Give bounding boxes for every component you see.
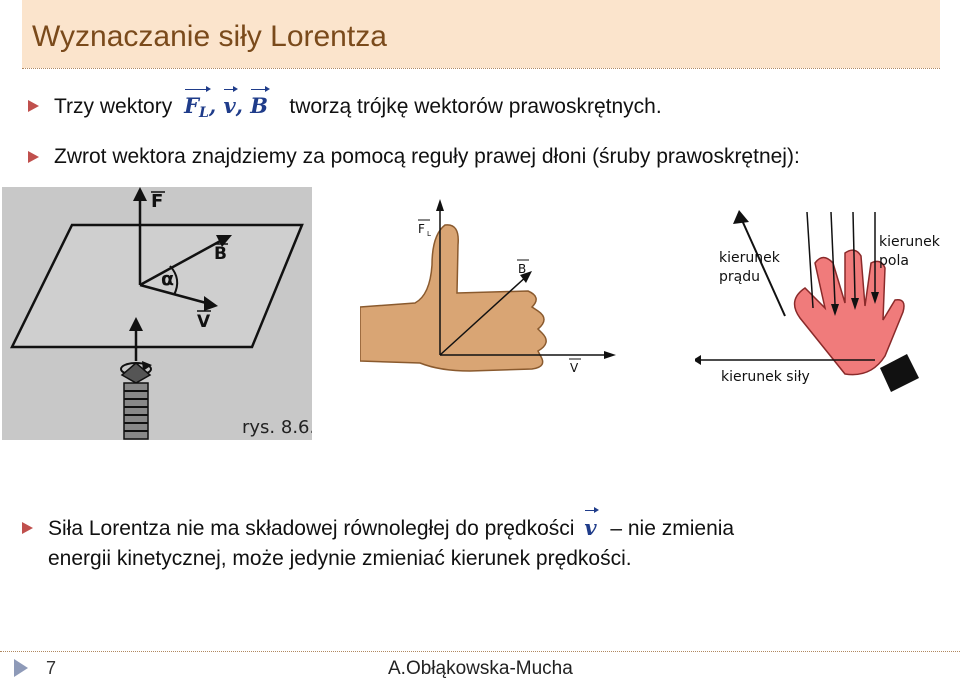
- label-current-2: prądu: [719, 269, 760, 285]
- screw-icon: [121, 361, 152, 439]
- label-V: V: [197, 312, 211, 332]
- figure-right-hand-drawing: [360, 195, 620, 395]
- bullet-1: [54, 92, 662, 127]
- figure-palm-drawing: [695, 208, 955, 398]
- figure-screw-rule: [2, 187, 312, 440]
- label-force: kierunek siły: [721, 369, 810, 385]
- label-alpha: α: [161, 268, 175, 290]
- vector-B: B: [250, 93, 269, 118]
- bullet-2: [54, 143, 800, 170]
- title-bar: [22, 0, 940, 68]
- vectors-formula: $F_L$, v, B: [184, 93, 275, 118]
- velocity-symbol: v: [584, 513, 596, 543]
- slide-title: Wyznaczanie siły Lorentza: [32, 20, 387, 53]
- bullet-1-text-after: tworzą trójkę wektorów prawoskrętnych.: [289, 95, 662, 118]
- label-FL-F: F: [418, 222, 425, 236]
- bullet-marker-icon: [22, 522, 33, 534]
- title-divider: [22, 68, 940, 69]
- bullet-2-text: Zwrot wektora znajdziemy za pomocą reguły prawej dłoni (śruby prawoskrętnej):: [54, 145, 800, 168]
- bullet-marker-icon: [28, 100, 39, 112]
- label-current-1: kierunek: [719, 250, 780, 266]
- label-F: F: [151, 191, 164, 212]
- label-field-1: kierunek: [879, 234, 940, 250]
- label-B: B: [214, 244, 227, 264]
- label-FL-L: L: [427, 230, 431, 238]
- author-name: A.Obłąkowska-Mucha: [388, 658, 573, 679]
- label-V: V: [570, 361, 579, 375]
- page-number: 7: [46, 658, 57, 678]
- vector-v: v: [223, 93, 236, 118]
- bullet-3: [48, 513, 734, 574]
- footer-triangle-icon: [14, 659, 28, 677]
- figure-caption: rys. 8.6.: [242, 417, 312, 438]
- bullet-marker-icon: [28, 151, 39, 163]
- vector-F: $F_L$: [184, 92, 209, 127]
- figure-right-hand-rule: [360, 195, 620, 395]
- bullet-1-text-before: Trzy wektory: [54, 95, 173, 118]
- bullet-3-line-1: Siła Lorentza nie ma składowej równoległej do prędkości v – nie zmienia: [48, 513, 734, 544]
- figure-left-hand-field: [695, 208, 955, 398]
- footer-divider: [0, 651, 960, 652]
- label-field-2: pola: [879, 253, 909, 269]
- bullet-3-line-2: energii kinetycznej, może jedynie zmieniać kierunek prędkości.: [48, 547, 632, 570]
- label-B: B: [518, 262, 527, 276]
- figure-screw-rule-drawing: [2, 187, 312, 440]
